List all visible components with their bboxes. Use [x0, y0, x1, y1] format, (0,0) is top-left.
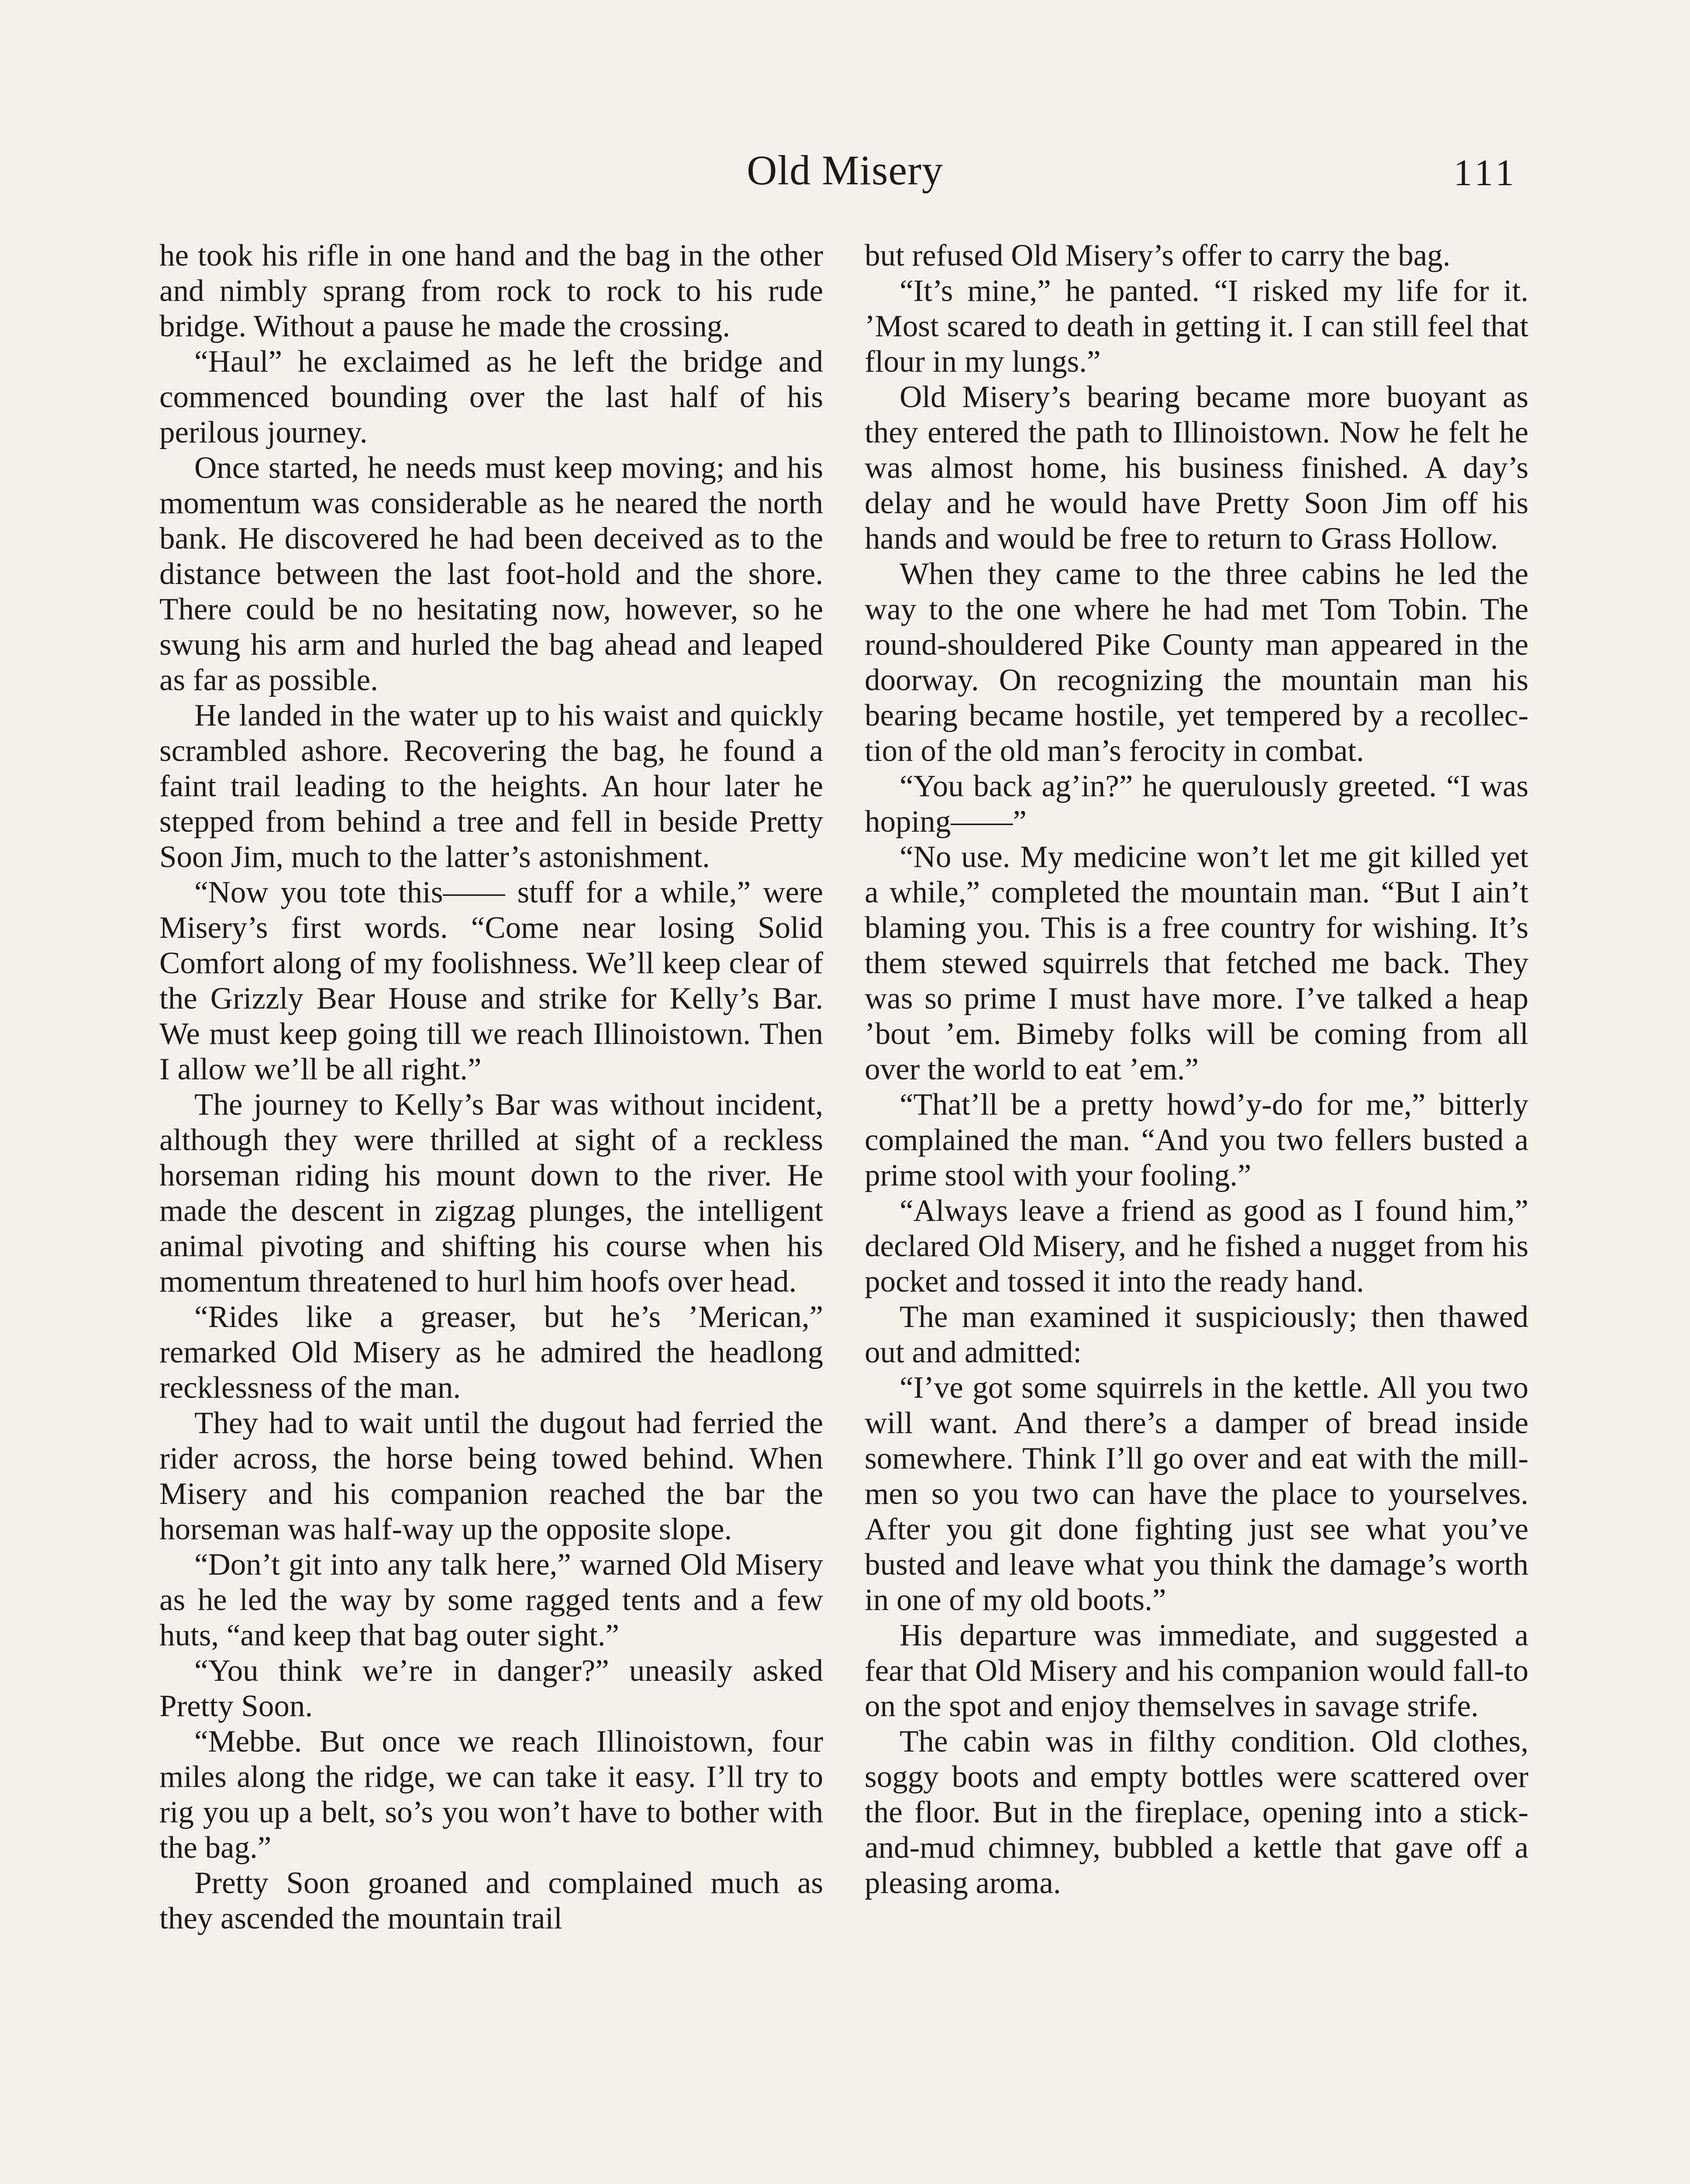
paragraph: The journey to Kelly’s Bar was without incident, although they were thrilled at sight of a reckless horseman riding his mount down to the river. He made the descent in zigzag plunges, the intelligent animal pivoting and shifting his course when his momentum threatened to hurl him hoofs over head. [159, 1088, 823, 1299]
paragraph: “Rides like a greaser, but he’s ’Merican,” remarked Old Misery as he admired the headlong recklessness of the man. [159, 1300, 823, 1405]
paragraph: The cabin was in filthy condition. Old clothes, soggy boots and empty bottles were scattered over the floor. But in the fireplace, opening into a stick-and-mud chimney, bubbled a kettle that gave off a pleasing aroma. [865, 1724, 1528, 1900]
paragraph: “I’ve got some squirrels in the kettle. All you two will want. And there’s a damper of bread inside somewhere. Think I’ll go over and eat with the mill-men so you two can have the place to yourselves. After you git done fighting just see what you’ve busted and leave what you think the damage’s worth in one of my old boots.” [865, 1371, 1528, 1617]
paragraph: “You think we’re in danger?” uneasily asked Pretty Soon. [159, 1654, 823, 1723]
paragraph: but refused Old Misery’s offer to carry the bag. [865, 238, 1451, 273]
paragraph: “That’ll be a pretty howd’y-do for me,” bitterly complained the man. “And you two fellers busted a prime stool with your fooling.” [865, 1088, 1528, 1192]
paragraph: “Always leave a friend as good as I found him,” declared Old Misery, and he fished a nugget from his pocket and tossed it into the ready hand. [865, 1194, 1528, 1299]
paragraph: They had to wait until the dugout had ferried the rider across, the horse being towed behind. When Misery and his companion reached the bar the horseman was half-way up the opposite slope. [159, 1406, 823, 1546]
paragraph: “Haul” he exclaimed as he left the bridge and commenced bounding over the last half of his perilous journey. [159, 345, 823, 449]
page-number: 111 [1453, 152, 1518, 194]
paragraph: “You back ag’in?” he querulously greeted. “I was hoping——” [865, 769, 1528, 839]
paragraph: “No use. My medicine won’t let me git killed yet a while,” completed the mountain man. “But I ain’t blaming you. This is a free country for wishing. It’s them stewed squirrels that fetched me back. They was so prime I must have more. I’ve talked a heap ’bout ’em. Bimeby folks will be coming from all over the world to eat ’em.” [865, 840, 1528, 1086]
paragraph: “Now you tote this—— stuff for a while,” were Misery’s first words. “Come near losing Solid Comfort along of my foolishness. We’ll keep clear of the Grizzly Bear House and strike for Kelly’s Bar. We must keep going till we reach Illinoistown. Then I allow we’ll be all right.” [159, 875, 823, 1086]
paragraph: he took his rifle in one hand and the bag in the other and nimbly sprang from rock to rock to his rude bridge. Without a pause he made the crossing. [159, 238, 823, 343]
paragraph: Pretty Soon groaned and complained much as they ascended the mountain trail [159, 1866, 823, 1935]
paragraph: Old Misery’s bearing became more buoyant as they entered the path to Illinoistown. Now he felt he was almost home, his business finished. A day’s delay and he would have Pretty Soon Jim off his hands and would be free to return to Grass Hollow. [865, 380, 1528, 556]
paragraph: “Don’t git into any talk here,” warned Old Misery as he led the way by some ragged tents and a few huts, “and keep that bag outer sight.” [159, 1548, 823, 1652]
paragraph: Once started, he needs must keep moving; and his momentum was considerable as he neared the north bank. He discovered he had been deceived as to the distance between the last foot-hold and the shore. There could be no hesitating now, however, so he swung his arm and hurled the bag ahead and leaped as far as possible. [159, 451, 823, 697]
paragraph: His departure was immediate, and suggested a fear that Old Misery and his companion would fall-to on the spot and enjoy themselves in savage strife. [865, 1618, 1528, 1723]
right-text-column [865, 238, 1528, 2184]
left-text-column [159, 238, 823, 2184]
paragraph: He landed in the water up to his waist and quickly scrambled ashore. Recovering the bag, he found a faint trail leading to the heights. An hour later he stepped from behind a tree and fell in beside Pretty Soon Jim, much to the latter’s astonishment. [159, 698, 823, 874]
paragraph: “It’s mine,” he panted. “I risked my life for it. ’Most scared to death in getting it. I can still feel that flour in my lungs.” [865, 274, 1528, 379]
running-head-title: Old Misery [747, 147, 943, 194]
paragraph: The man examined it suspiciously; then thawed out and admitted: [865, 1300, 1528, 1369]
paragraph: When they came to the three cabins he led the way to the one where he had met Tom Tobin. The round-shouldered Pike County man appeared in the doorway. On recognizing the mountain man his bearing became hostile, yet tempered by a recollection of the old man’s ferocity in combat. [865, 557, 1528, 768]
paragraph: “Mebbe. But once we reach Illinoistown, four miles along the ridge, we can take it easy. I’ll try to rig you up a belt, so’s you won’t have to bother with the bag.” [159, 1724, 823, 1865]
